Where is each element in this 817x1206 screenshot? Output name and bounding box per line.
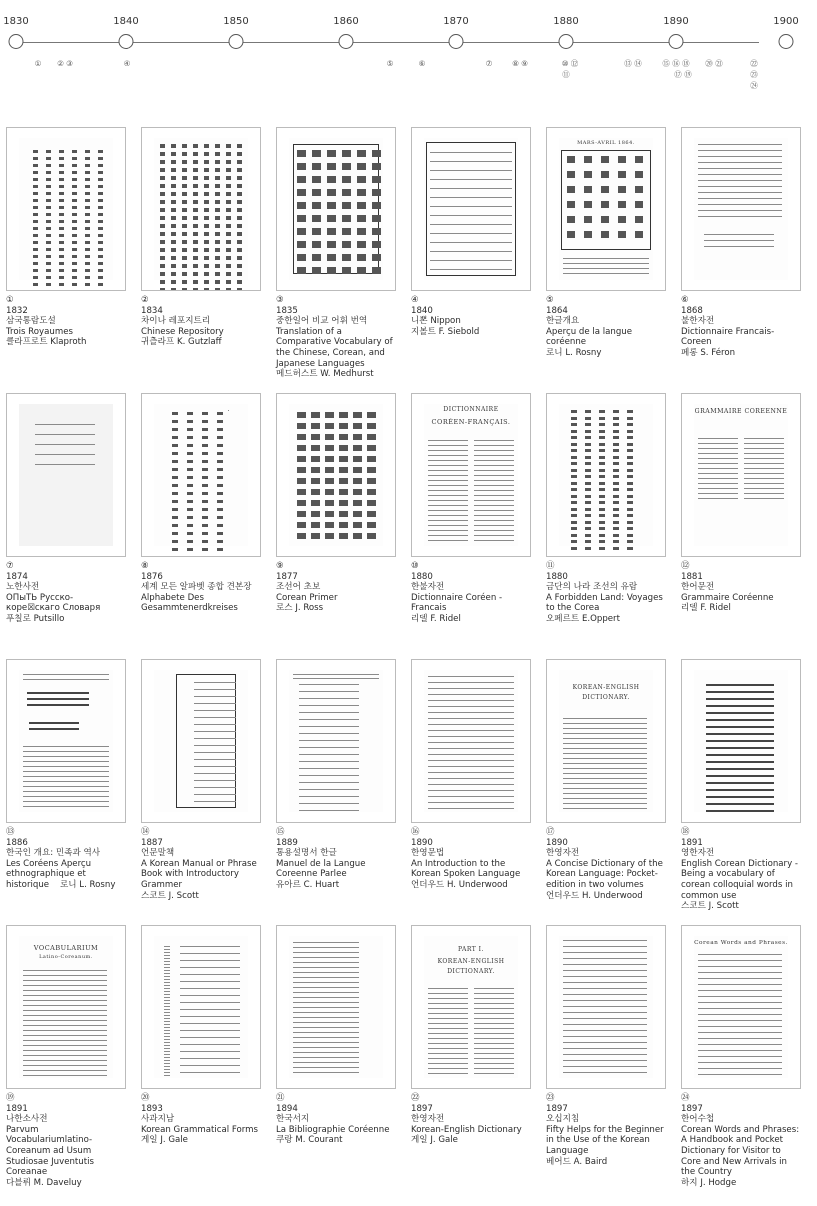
publication-year: 1887	[141, 837, 163, 848]
scan-page	[154, 404, 248, 546]
publication-caption	[546, 827, 666, 901]
publication-card	[276, 127, 396, 380]
document-scan-image	[276, 127, 396, 291]
publication-title-line: 니뽄 Nippon	[411, 316, 461, 327]
publication-title-line: 언더우드 H. Underwood	[546, 890, 643, 901]
publication-year: 1890	[411, 837, 433, 848]
publication-title-line: 한국서지	[276, 1114, 310, 1125]
publication-title-line: 통용설명서 한글	[276, 848, 337, 859]
publication-number: ⑩	[411, 561, 419, 571]
publication-card	[411, 127, 531, 337]
timeline-marker: ⑤	[386, 59, 394, 68]
publication-year: 1880	[546, 571, 568, 582]
document-scan-image	[276, 393, 396, 557]
publication-number: ㉓	[546, 1093, 555, 1103]
publication-title-line: A Korean Manual or Phrase Book with Introductory Grammer	[141, 858, 257, 890]
publication-card	[276, 393, 396, 614]
scan-title-text: Corean Words and Phrases.	[694, 940, 788, 946]
publication-year: 1890	[546, 837, 568, 848]
scan-title-text: PART I.	[458, 946, 484, 953]
publication-caption	[6, 1093, 126, 1188]
publication-title-line: Dictionnaire Coréen - Francais	[411, 592, 503, 614]
publication-card	[546, 393, 666, 625]
timeline-marker: ㉔	[750, 81, 758, 90]
publication-caption	[276, 827, 396, 891]
publication-title-line: 오십지침	[546, 1114, 580, 1125]
publication-title-line: 한글개요	[546, 316, 580, 327]
timeline-marker: ①	[34, 59, 42, 68]
scan-page	[19, 138, 113, 280]
timeline-year-label: 1850	[223, 16, 249, 27]
publication-title-line: 페롱 S. Féron	[681, 347, 736, 358]
publication-number: ⑳	[141, 1093, 150, 1103]
publication-caption	[141, 561, 261, 614]
publication-card	[141, 393, 261, 614]
publication-card	[411, 925, 531, 1146]
document-scan-image	[6, 925, 126, 1089]
scan-page	[694, 936, 788, 1078]
publication-number: ⑭	[141, 827, 150, 837]
publication-card	[411, 659, 531, 891]
timeline-year-label: 1840	[113, 16, 139, 27]
scan-page	[289, 404, 383, 546]
publication-title-line: 한영문법	[411, 848, 445, 859]
document-scan-image	[546, 127, 666, 291]
publication-caption	[411, 295, 531, 337]
publication-card	[6, 925, 126, 1188]
publication-year: 1840	[411, 305, 433, 316]
scan-page	[559, 138, 653, 280]
timeline-year-label: 1830	[3, 16, 29, 27]
publication-title-line: 쿠랑 M. Courant	[276, 1135, 343, 1146]
document-scan-image	[141, 925, 261, 1089]
timeline-year-label: 1880	[553, 16, 579, 27]
publication-title-line: Trois Royaumes	[6, 326, 73, 337]
publication-title-line: 게일 J. Gale	[141, 1135, 188, 1146]
publication-card	[681, 659, 801, 912]
publication-title-line: Fifty Helps for the Beginner in the Use of the Korean Language	[546, 1124, 664, 1156]
timeline-year-label: 1860	[333, 16, 359, 27]
publication-year: 1889	[276, 837, 298, 848]
timeline-decade-circle	[339, 34, 354, 49]
timeline-decade-circle	[119, 34, 134, 49]
publication-number: ⑲	[6, 1093, 15, 1103]
scan-title-text: GRAMMAIRE CORÉENNE	[694, 408, 788, 415]
document-scan-image	[141, 659, 261, 823]
publication-caption	[411, 827, 531, 891]
publication-caption	[681, 295, 801, 359]
timeline-marker: ② ③	[57, 59, 73, 68]
scan-page	[19, 404, 113, 546]
publication-title-line: 베어드 A. Baird	[546, 1156, 608, 1167]
publication-card	[546, 127, 666, 359]
publication-card	[6, 393, 126, 625]
publication-card	[141, 659, 261, 901]
publication-caption	[681, 827, 801, 912]
document-scan-image	[411, 393, 531, 557]
publication-title-line: 하지 J. Hodge	[681, 1177, 737, 1188]
publication-caption	[276, 561, 396, 614]
publication-title-line: Parvum Vocabulariumlatino-Coreanum ad Usum Studiosae Juventutis Coreanae	[6, 1124, 94, 1178]
publication-number: ⑤	[546, 295, 554, 305]
publication-year: 1886	[6, 837, 28, 848]
publication-title-line: 스코트 J. Scott	[141, 890, 199, 901]
publication-number: ⑫	[681, 561, 690, 571]
publication-title-line: A Forbidden Land: Voyages to the Corea	[546, 592, 663, 614]
publication-number: ④	[411, 295, 419, 305]
publication-title-line: Korean-English Dictionary	[411, 1124, 522, 1135]
publication-title-line: 리델 F. Ridel	[681, 603, 731, 614]
publication-title-line: Les Coréens Aperçu ethnographique et historique 로니 L. Rosny	[6, 858, 116, 890]
timeline-decade-circle	[669, 34, 684, 49]
publication-title-line: 영한자전	[681, 848, 715, 859]
publication-year: 1891	[6, 1103, 28, 1114]
document-scan-image	[411, 127, 531, 291]
publication-caption	[6, 827, 126, 891]
document-scan-image	[276, 659, 396, 823]
document-scan-image	[141, 393, 261, 557]
publication-year: 1897	[411, 1103, 433, 1114]
scan-page	[19, 670, 113, 812]
publication-number: ⑮	[276, 827, 285, 837]
publication-number: ⑨	[276, 561, 284, 571]
scan-page	[289, 936, 383, 1078]
scan-page	[694, 404, 788, 546]
scan-page	[694, 670, 788, 812]
scan-title-text: CORÉEN-FRANÇAIS.	[431, 418, 511, 426]
publication-title-line: 언문말책	[141, 848, 175, 859]
timeline-marker: ⑧ ⑨	[512, 59, 528, 68]
scan-page	[424, 670, 518, 812]
timeline-marker: ⑳ ㉑	[705, 59, 723, 68]
publication-title-line: A Concise Dictionary of the Korean Language: Pocket-edition in two volumes	[546, 858, 663, 890]
timeline-marker: ⑥	[418, 59, 426, 68]
scan-title-text: KOREAN-ENGLISH	[572, 684, 640, 691]
scan-page	[154, 670, 248, 812]
timeline-marker: ⑦	[485, 59, 493, 68]
publication-caption	[411, 1093, 531, 1146]
publication-title-line: 삼국통람도설	[6, 316, 56, 327]
timeline-marker: ㉓	[750, 70, 758, 79]
publication-year: 1881	[681, 571, 703, 582]
timeline-decade-circle	[229, 34, 244, 49]
publication-number: ⑰	[546, 827, 555, 837]
publication-number: ㉔	[681, 1093, 690, 1103]
publication-year: 1880	[411, 571, 433, 582]
publication-year: 1868	[681, 305, 703, 316]
publication-title-line: Corean Words and Phrases: A Handbook and Pocket Dictionary for Visitor to Core and New Arrivals in the Country	[681, 1124, 800, 1178]
publication-number: ⑦	[6, 561, 14, 571]
publication-title-line: 게일 J. Gale	[411, 1135, 458, 1146]
document-scan-image	[6, 659, 126, 823]
timeline-marker: ④	[123, 59, 131, 68]
publication-title-line: 한국인 개요: 민족과 역사	[6, 848, 101, 859]
publication-title-line: 로니 L. Rosny	[546, 347, 602, 358]
document-scan-image	[411, 925, 531, 1089]
timeline-decade-circle	[779, 34, 794, 49]
document-scan-image	[681, 925, 801, 1089]
publication-card	[141, 127, 261, 348]
publication-title-line: 조선어 초보	[276, 582, 321, 593]
timeline-marker: ⑮ ⑯ ⑱	[662, 59, 690, 68]
document-scan-image	[6, 127, 126, 291]
publication-year: 1832	[6, 305, 28, 316]
publication-title-line: 금단의 나라 조선의 유람	[546, 582, 638, 593]
publication-title-line: Manuel de la Langue Coreenne Parlee	[276, 858, 366, 880]
publication-caption	[141, 1093, 261, 1146]
publication-title-line: Aperçu de la langue coréenne	[546, 326, 633, 348]
publication-title-line: La Bibliographie Coréenne	[276, 1124, 390, 1135]
publication-title-line: 차이나 레포지트리	[141, 316, 211, 327]
scan-page	[559, 670, 653, 812]
publication-number: ⑪	[546, 561, 555, 571]
publication-year: 1864	[546, 305, 568, 316]
publication-number: ㉒	[411, 1093, 420, 1103]
publication-card	[546, 925, 666, 1167]
publication-year: 1874	[6, 571, 28, 582]
publication-title-line: 리델 F. Ridel	[411, 613, 461, 624]
publication-title-line: Grammaire Coréenne	[681, 592, 774, 603]
publication-title-line: Dictionnaire Francais-Coreen	[681, 326, 775, 348]
scan-title-text: KOREAN-ENGLISH	[437, 958, 505, 965]
publication-title-line: Alphabete Des Gesammtenerdkreises	[141, 592, 238, 614]
scan-page	[559, 404, 653, 546]
publication-title-line: 한영자전	[546, 848, 580, 859]
publication-title-line: 오페르트 E.Oppert	[546, 613, 620, 624]
document-scan-image	[546, 659, 666, 823]
publication-title-line: 세계 모든 알파벳 종합 견본장	[141, 582, 252, 593]
scan-title-text: Latino-Coreanum.	[39, 954, 93, 960]
publication-year: 1897	[681, 1103, 703, 1114]
document-scan-image	[681, 393, 801, 557]
timeline-marker: ㉒	[750, 59, 758, 68]
publication-caption	[546, 1093, 666, 1167]
publication-caption	[546, 295, 666, 359]
publication-card	[6, 127, 126, 348]
scan-title-text: DICTIONNAIRE	[443, 406, 499, 413]
document-scan-image	[546, 393, 666, 557]
publication-title-line: Translation of a Comparative Vocabulary of the Chinese, Corean, and Japanese Languages	[276, 326, 393, 369]
publication-card	[681, 127, 801, 359]
publication-title-line: Corean Primer	[276, 592, 338, 603]
publication-caption	[276, 1093, 396, 1146]
publication-title-line: 푸칠로 Putsillo	[6, 613, 65, 624]
publication-title-line: 유아르 C. Huart	[276, 879, 340, 890]
publication-caption	[411, 561, 531, 625]
timeline-marker: ⑩ ⑫	[561, 59, 579, 68]
timeline-decade-circle	[9, 34, 24, 49]
publication-caption	[6, 295, 126, 348]
publication-caption	[141, 827, 261, 901]
publication-year: 1891	[681, 837, 703, 848]
publication-number: ①	[6, 295, 14, 305]
publication-year: 1834	[141, 305, 163, 316]
timeline	[0, 0, 817, 100]
publication-year: 1894	[276, 1103, 298, 1114]
publication-number: ㉑	[276, 1093, 285, 1103]
publication-card	[411, 393, 531, 625]
publication-card	[681, 393, 801, 614]
publication-title-line: 다블뤼 M. Daveluy	[6, 1177, 82, 1188]
publication-year: 1876	[141, 571, 163, 582]
document-scan-image	[546, 925, 666, 1089]
publication-title-line: ОПыТЬ Русско-коре☒скаго Словаря	[6, 592, 101, 614]
timeline-marker: ⑬ ⑭	[624, 59, 642, 68]
timeline-decade-circle	[449, 34, 464, 49]
publication-year: 1877	[276, 571, 298, 582]
publication-title-line: An Introduction to the Korean Spoken Language	[411, 858, 521, 880]
publication-title-line: 메드허스트 W. Medhurst	[276, 369, 374, 380]
publication-title-line: 로스 J. Ross	[276, 603, 324, 614]
publication-number: ⑯	[411, 827, 420, 837]
publication-number: ③	[276, 295, 284, 305]
scan-page	[154, 138, 248, 280]
publication-title-line: Korean Grammatical Forms	[141, 1124, 259, 1135]
publication-card	[276, 659, 396, 891]
publication-title-line: 한어문전	[681, 582, 715, 593]
scan-title-text: VOCABULARIUM	[33, 944, 99, 952]
timeline-marker: ⑪	[562, 70, 570, 79]
timeline-decade-circle	[559, 34, 574, 49]
scan-page	[694, 138, 788, 280]
publication-caption	[681, 1093, 801, 1188]
publication-card	[276, 925, 396, 1146]
document-scan-image	[681, 127, 801, 291]
scan-page	[424, 404, 518, 546]
publication-year: 1893	[141, 1103, 163, 1114]
scan-title-text: DICTIONARY.	[447, 968, 495, 975]
timeline-year-label: 1900	[773, 16, 799, 27]
publication-title-line: English Corean Dictionary - Being a vocabulary of corean colloquial words in common use	[681, 858, 799, 901]
scan-page	[154, 936, 248, 1078]
scan-title-text: DICTIONARY.	[582, 694, 630, 701]
publication-year: 1835	[276, 305, 298, 316]
publication-title-line: Chinese Repository	[141, 326, 224, 337]
publication-title-line: 언더우드 H. Underwood	[411, 879, 508, 890]
timeline-year-label: 1890	[663, 16, 689, 27]
publication-title-line: 한불자전	[411, 582, 445, 593]
document-scan-image	[411, 659, 531, 823]
document-scan-image	[141, 127, 261, 291]
publication-card	[6, 659, 126, 891]
publication-title-line: 스코트 J. Scott	[681, 901, 739, 912]
scan-page	[289, 138, 383, 280]
publication-title-line: 귀츨라프 K. Gutzlaff	[141, 337, 222, 348]
document-scan-image	[276, 925, 396, 1089]
publication-title-line: 한어수첩	[681, 1114, 715, 1125]
publication-title-line: 노한사전	[6, 582, 40, 593]
timeline-year-label: 1870	[443, 16, 469, 27]
document-scan-image	[681, 659, 801, 823]
publication-caption	[141, 295, 261, 348]
publication-number: ⑬	[6, 827, 15, 837]
scan-page	[424, 138, 518, 280]
publication-card	[546, 659, 666, 901]
publication-caption	[681, 561, 801, 614]
scan-page	[19, 936, 113, 1078]
publication-card	[681, 925, 801, 1188]
publication-title-line: 지볼트 F. Siebold	[411, 326, 480, 337]
publication-number: ⑥	[681, 295, 689, 305]
publication-title-line: 나한소사전	[6, 1114, 48, 1125]
publication-card	[141, 925, 261, 1146]
timeline-marker: ⑰ ⑲	[674, 70, 692, 79]
publication-title-line: 클라프로트 Klaproth	[6, 337, 87, 348]
publication-caption	[276, 295, 396, 380]
scan-page	[559, 936, 653, 1078]
publication-title-line: 불한자전	[681, 316, 715, 327]
publication-title-line: 중한일어 비교 어휘 번역	[276, 316, 368, 327]
publication-title-line: 사과지남	[141, 1114, 175, 1125]
scan-page	[289, 670, 383, 812]
scan-page	[424, 936, 518, 1078]
publication-caption	[546, 561, 666, 625]
publication-caption	[6, 561, 126, 625]
publication-number: ②	[141, 295, 149, 305]
publication-title-line: 한영자전	[411, 1114, 445, 1125]
scan-title-text: MARS-AVRIL 1864.	[577, 140, 635, 146]
publication-number: ⑧	[141, 561, 149, 571]
document-scan-image	[6, 393, 126, 557]
publication-number: ⑱	[681, 827, 690, 837]
publication-year: 1897	[546, 1103, 568, 1114]
